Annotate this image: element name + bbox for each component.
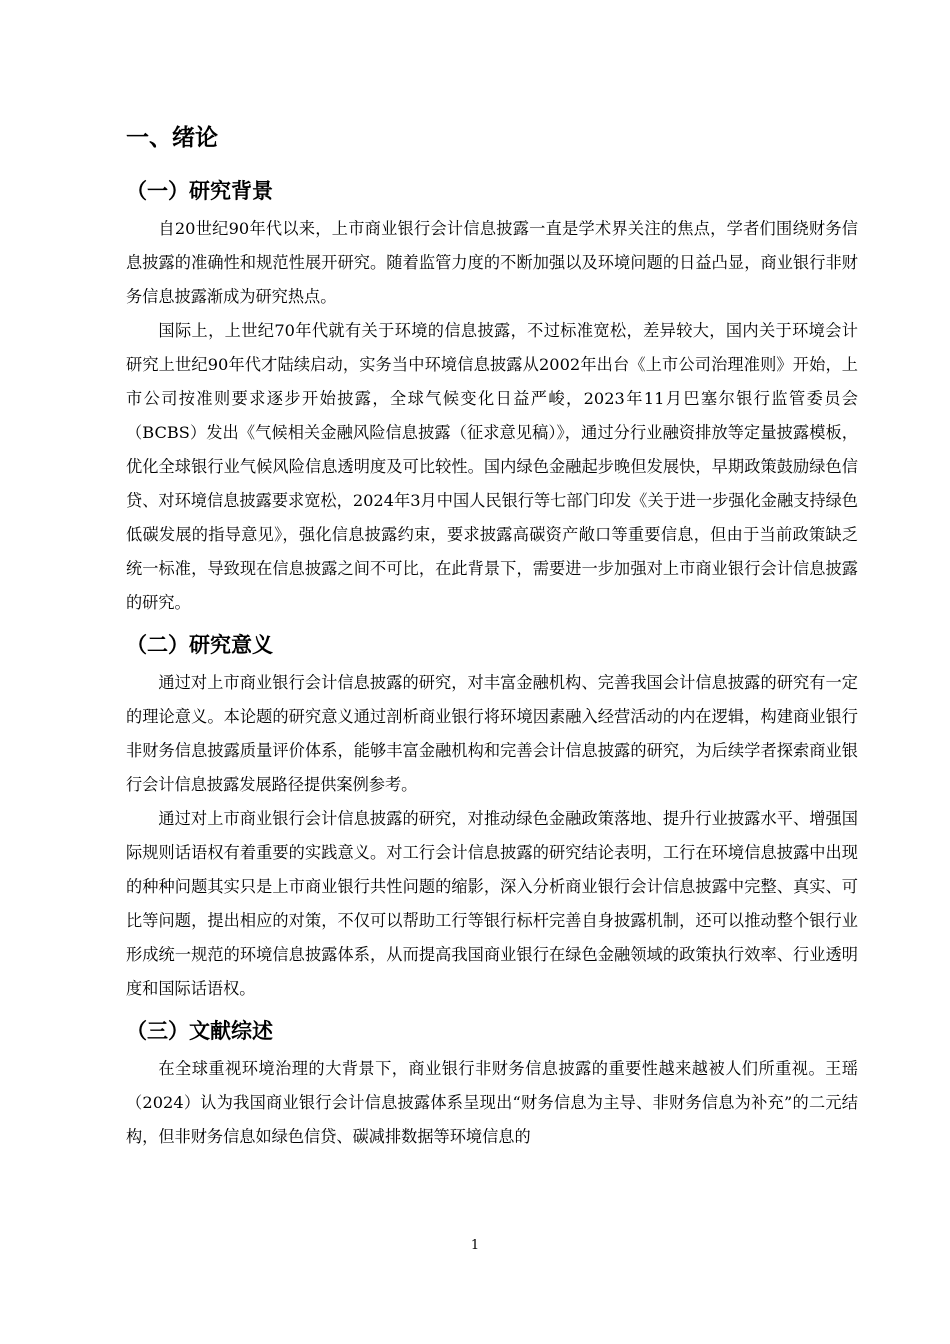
- chapter-title: 一、绪论: [126, 125, 218, 151]
- section-title: （一）研究背景: [126, 179, 273, 203]
- paragraph: 国际上，上世纪70年代就有关于环境的信息披露，不过标准宽松，差异较大，国内关于环境会计研究上世纪90年代才陆续启动，实务当中环境信息披露从2002年出台《上市公司治理准则》开始，上市公司按准则要求逐步开始披露，全球气候变化日益严峻，2023年11月巴塞尔银行监管委员会（BCBS）发出《气候相关金融风险信息披露（征求意见稿）》，通过分行业融资排放等定量披露模板，优化全球银行业气候风险信息透明度及可比较性。国内绿色金融起步晚但发展快，早期政策鼓励绿色信贷、对环境信息披露要求宽松，2024年3月中国人民银行等七部门印发《关于进一步强化金融支持绿色低碳发展的指导意见》，强化信息披露约束，要求披露高碳资产敞口等重要信息，但由于当前政策缺乏统一标准，导致现在信息披露之间不可比，在此背景下，需要进一步加强对上市商业银行会计信息披露的研究。: [126, 321, 858, 612]
- section-title: （三）文献综述: [126, 1019, 273, 1043]
- paragraph: 在全球重视环境治理的大背景下，商业银行非财务信息披露的重要性越来越被人们所重视。王瑶（2024）认为我国商业银行会计信息披露体系呈现出“财务信息为主导、非财务信息为补充”的二元结构，但非财务信息如绿色信贷、碳减排数据等环境信息的: [126, 1059, 858, 1146]
- section-literature-review: [126, 1014, 858, 1154]
- paragraph: 自20世纪90年代以来，上市商业银行会计信息披露一直是学术界关注的焦点，学者们围绕财务信息披露的准确性和规范性展开研究。随着监管力度的不断加强以及环境问题的日益凸显，商业银行非财务信息披露渐成为研究热点。: [126, 219, 858, 306]
- paragraph: 通过对上市商业银行会计信息披露的研究，对丰富金融机构、完善我国会计信息披露的研究有一定的理论意义。本论题的研究意义通过剖析商业银行将环境因素融入经营活动的内在逻辑，构建商业银行非财务信息披露质量评价体系，能够丰富金融机构和完善会计信息披露的研究，为后续学者探索商业银行会计信息披露发展路径提供案例参考。: [126, 673, 858, 794]
- section-research-background: [126, 174, 858, 620]
- section-title: （二）研究意义: [126, 633, 273, 657]
- page-number: 1: [470, 1238, 480, 1253]
- document-page: [126, 120, 858, 1154]
- section-research-significance: [126, 628, 858, 1006]
- paragraph: 通过对上市商业银行会计信息披露的研究，对推动绿色金融政策落地、提升行业披露水平、增强国际规则话语权有着重要的实践意义。对工行会计信息披露的研究结论表明，工行在环境信息披露中出现的种种问题其实只是上市商业银行共性问题的缩影，深入分析商业银行会计信息披露中完整、真实、可比等问题，提出相应的对策，不仅可以帮助工行等银行标杆完善自身披露机制，还可以推动整个银行业形成统一规范的环境信息披露体系，从而提高我国商业银行在绿色金融领域的政策执行效率、行业透明度和国际话语权。: [126, 809, 858, 998]
